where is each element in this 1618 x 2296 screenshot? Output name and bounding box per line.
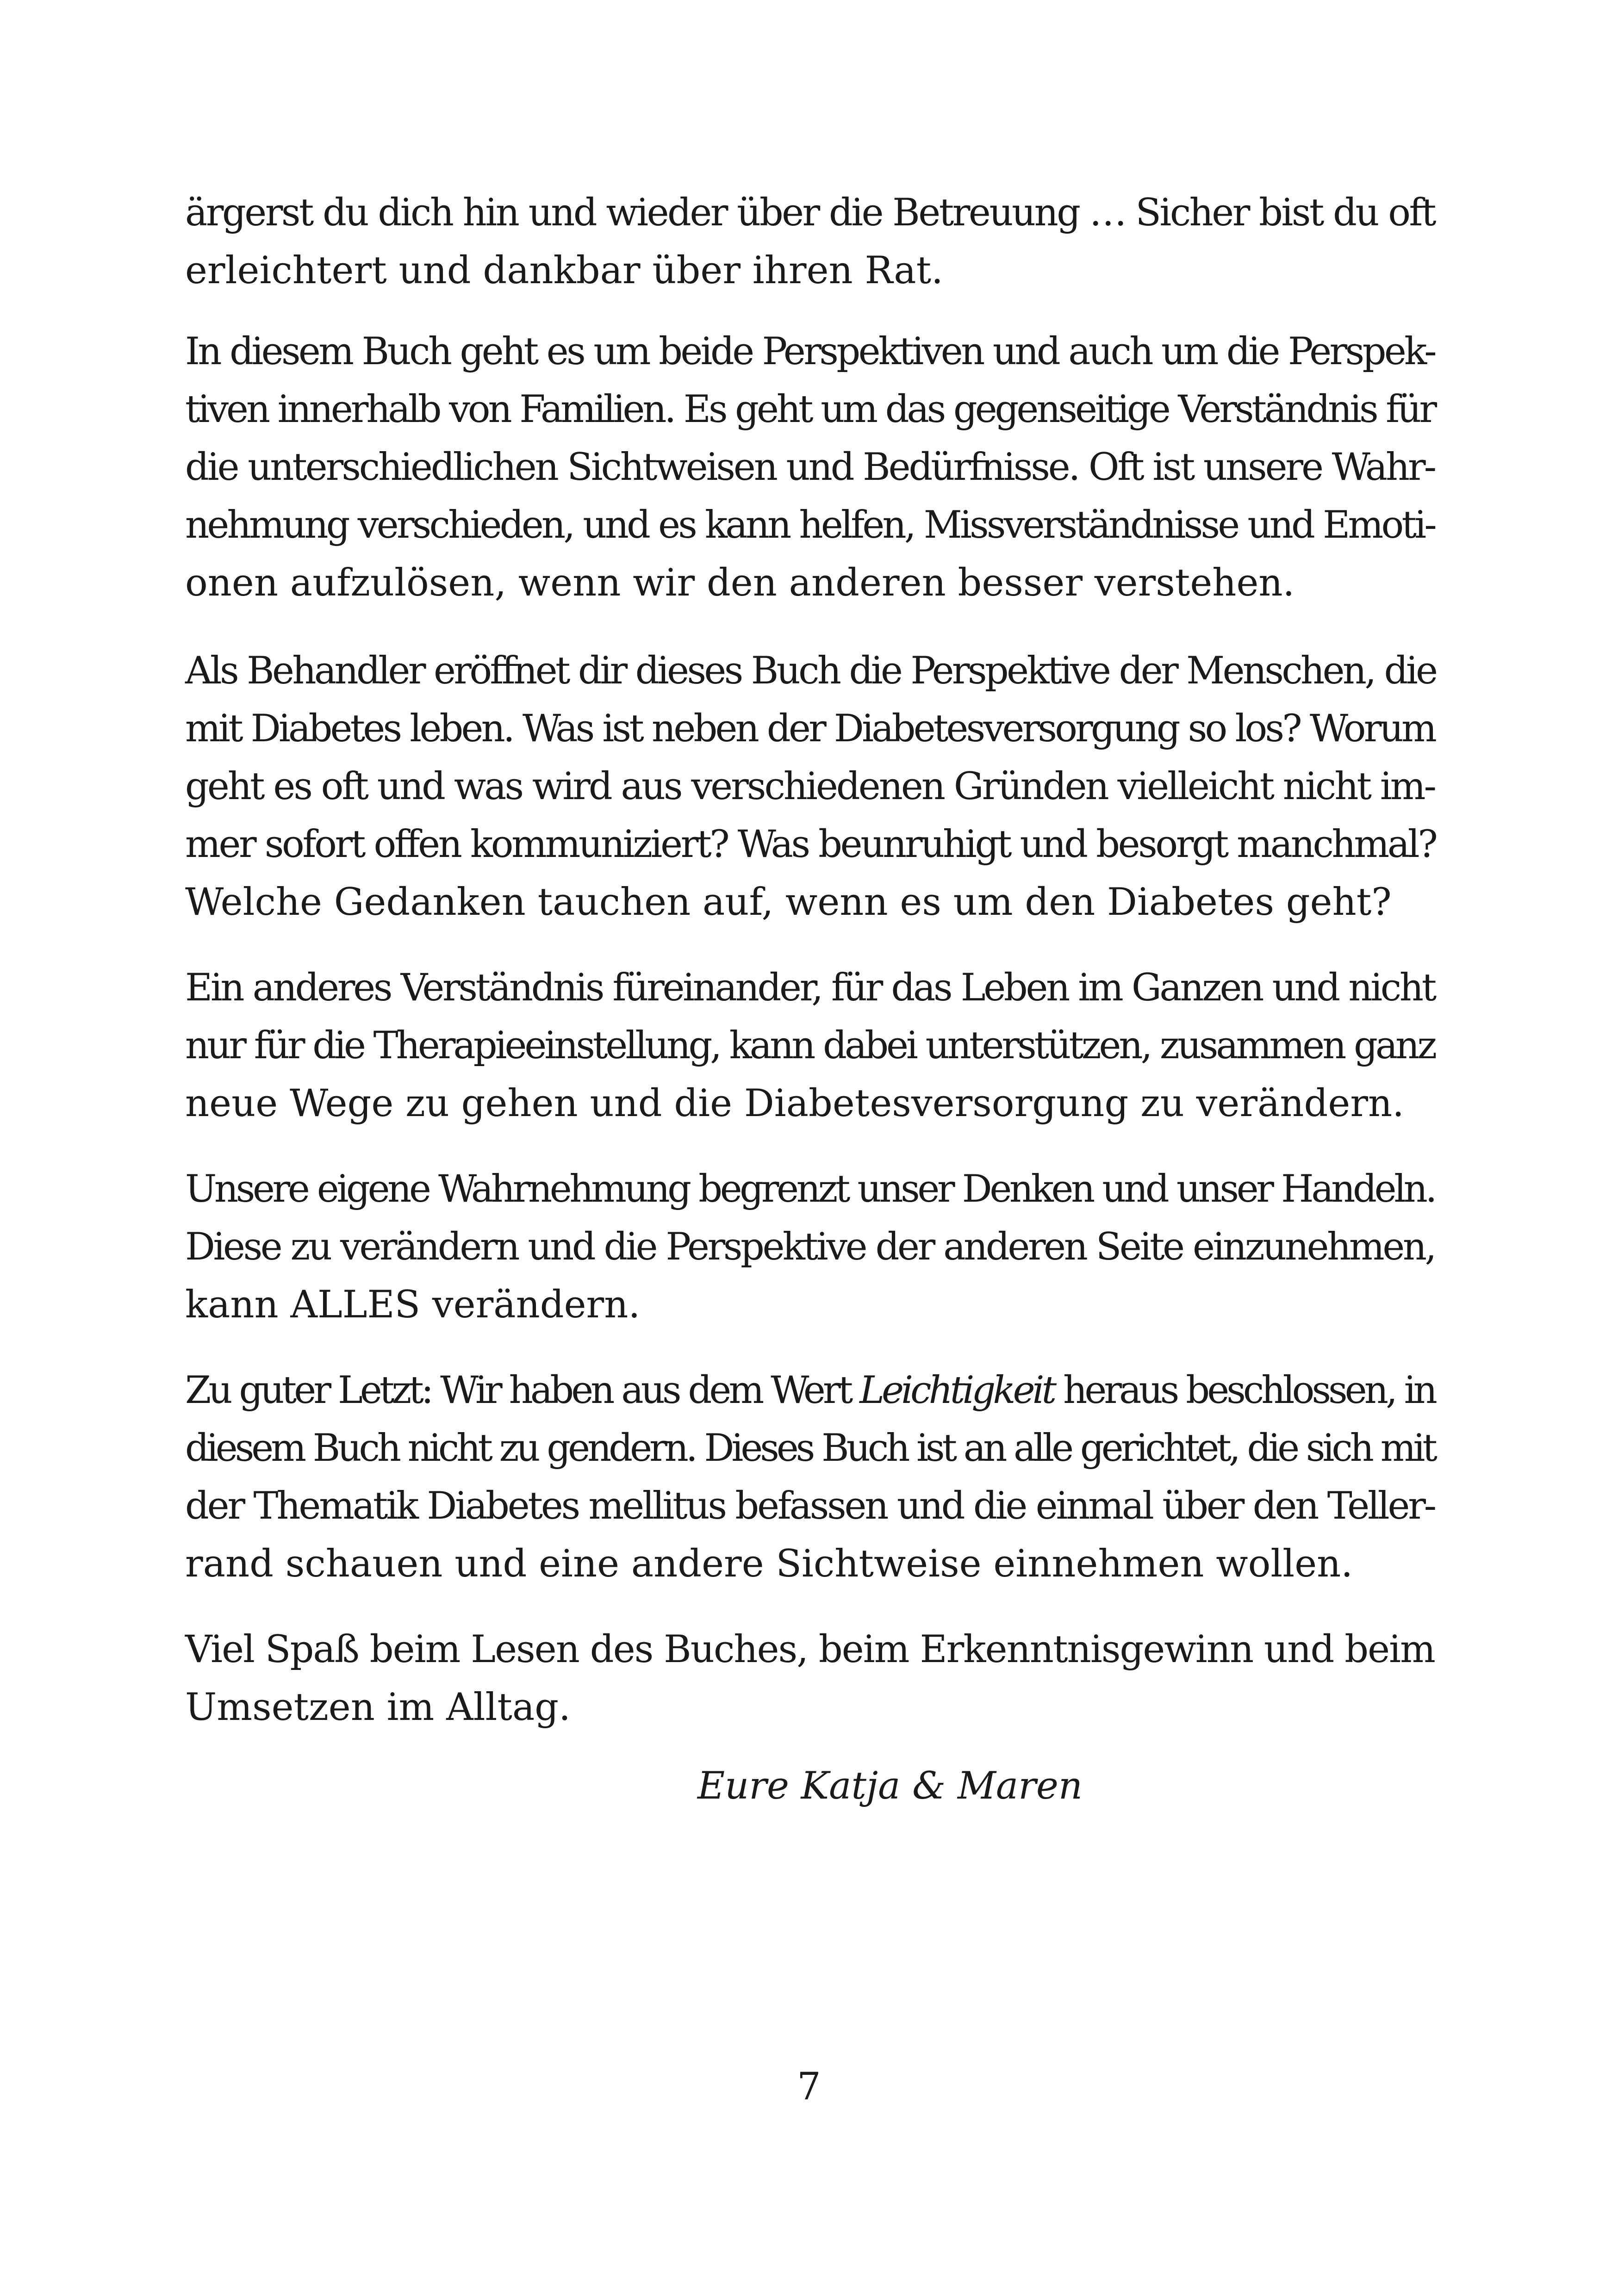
text-line: der Thematik Diabetes mellitus befassen und die einmal über den Teller- — [185, 1484, 1435, 1528]
text-fragment: Zu guter Letzt: Wir haben aus dem Wert — [185, 1369, 860, 1412]
text-line: Diese zu verändern und die Perspektive der anderen Seite einzunehmen, — [185, 1225, 1435, 1269]
text-line: Unsere eigene Wahrnehmung begrenzt unser Denken und unser Handeln. — [185, 1167, 1435, 1211]
text-line: In diesem Buch geht es um beide Perspektiven und auch um die Perspek- — [185, 330, 1435, 373]
text-line: erleichtert und dankbar über ihren Rat. — [185, 249, 943, 292]
emphasized-word: Leichtigkeit — [859, 1369, 1054, 1412]
signature — [0, 1761, 1618, 1812]
text-line: kann ALLES verändern. — [185, 1283, 641, 1327]
text-line: mit Diabetes leben. Was ist neben der Diabetesversorgung so los? Worum — [185, 707, 1435, 751]
text-line: neue Wege zu gehen und die Diabetesversorgung zu verändern. — [185, 1082, 1404, 1125]
text-line: Viel Spaß beim Lesen des Buches, beim Erkenntnisgewinn und beim — [185, 1628, 1435, 1671]
text-line: geht es oft und was wird aus verschiedenen Gründen vielleicht nicht im- — [185, 765, 1435, 808]
page-number: 7 — [797, 2065, 821, 2109]
signature-text: Eure Katja & Maren — [697, 1764, 1083, 1808]
text-line: Ein anderes Verständnis füreinander, für das Leben im Ganzen und nicht — [185, 966, 1435, 1010]
text-fragment: heraus beschlossen, in — [1054, 1369, 1435, 1412]
text-line: ärgerst du dich hin und wieder über die Betreuung … Sicher bist du oft — [185, 191, 1435, 235]
text-line: diesem Buch nicht zu gendern. Dieses Buch ist an alle gerichtet, die sich mit — [185, 1427, 1435, 1470]
text-line: mer sofort offen kommuniziert? Was beunruhigt und besorgt manchmal? — [185, 823, 1436, 866]
text-line: onen aufzulösen, wenn wir den anderen besser verstehen. — [185, 561, 1295, 605]
text-line: Umsetzen im Alltag. — [185, 1686, 571, 1729]
text-line-with-emphasis — [185, 1365, 1435, 1416]
text-line: rand schauen und eine andere Sichtweise einnehmen wollen. — [185, 1542, 1353, 1586]
text-line: die unterschiedlichen Sichtweisen und Bedürfnisse. Oft ist unsere Wahr- — [185, 446, 1435, 489]
text-line: Welche Gedanken tauchen auf, wenn es um den Diabetes geht? — [185, 881, 1392, 924]
text-line: nehmung verschieden, und es kann helfen, Missverständnisse und Emoti- — [185, 503, 1435, 547]
text-line: tiven innerhalb von Familien. Es geht um das gegenseitige Verständnis für — [185, 388, 1435, 431]
text-line: nur für die Therapieeinstellung, kann dabei unterstützen, zusammen ganz — [185, 1024, 1435, 1067]
text-line: Als Behandler eröffnet dir dieses Buch die Perspektive der Menschen, die — [185, 649, 1436, 693]
